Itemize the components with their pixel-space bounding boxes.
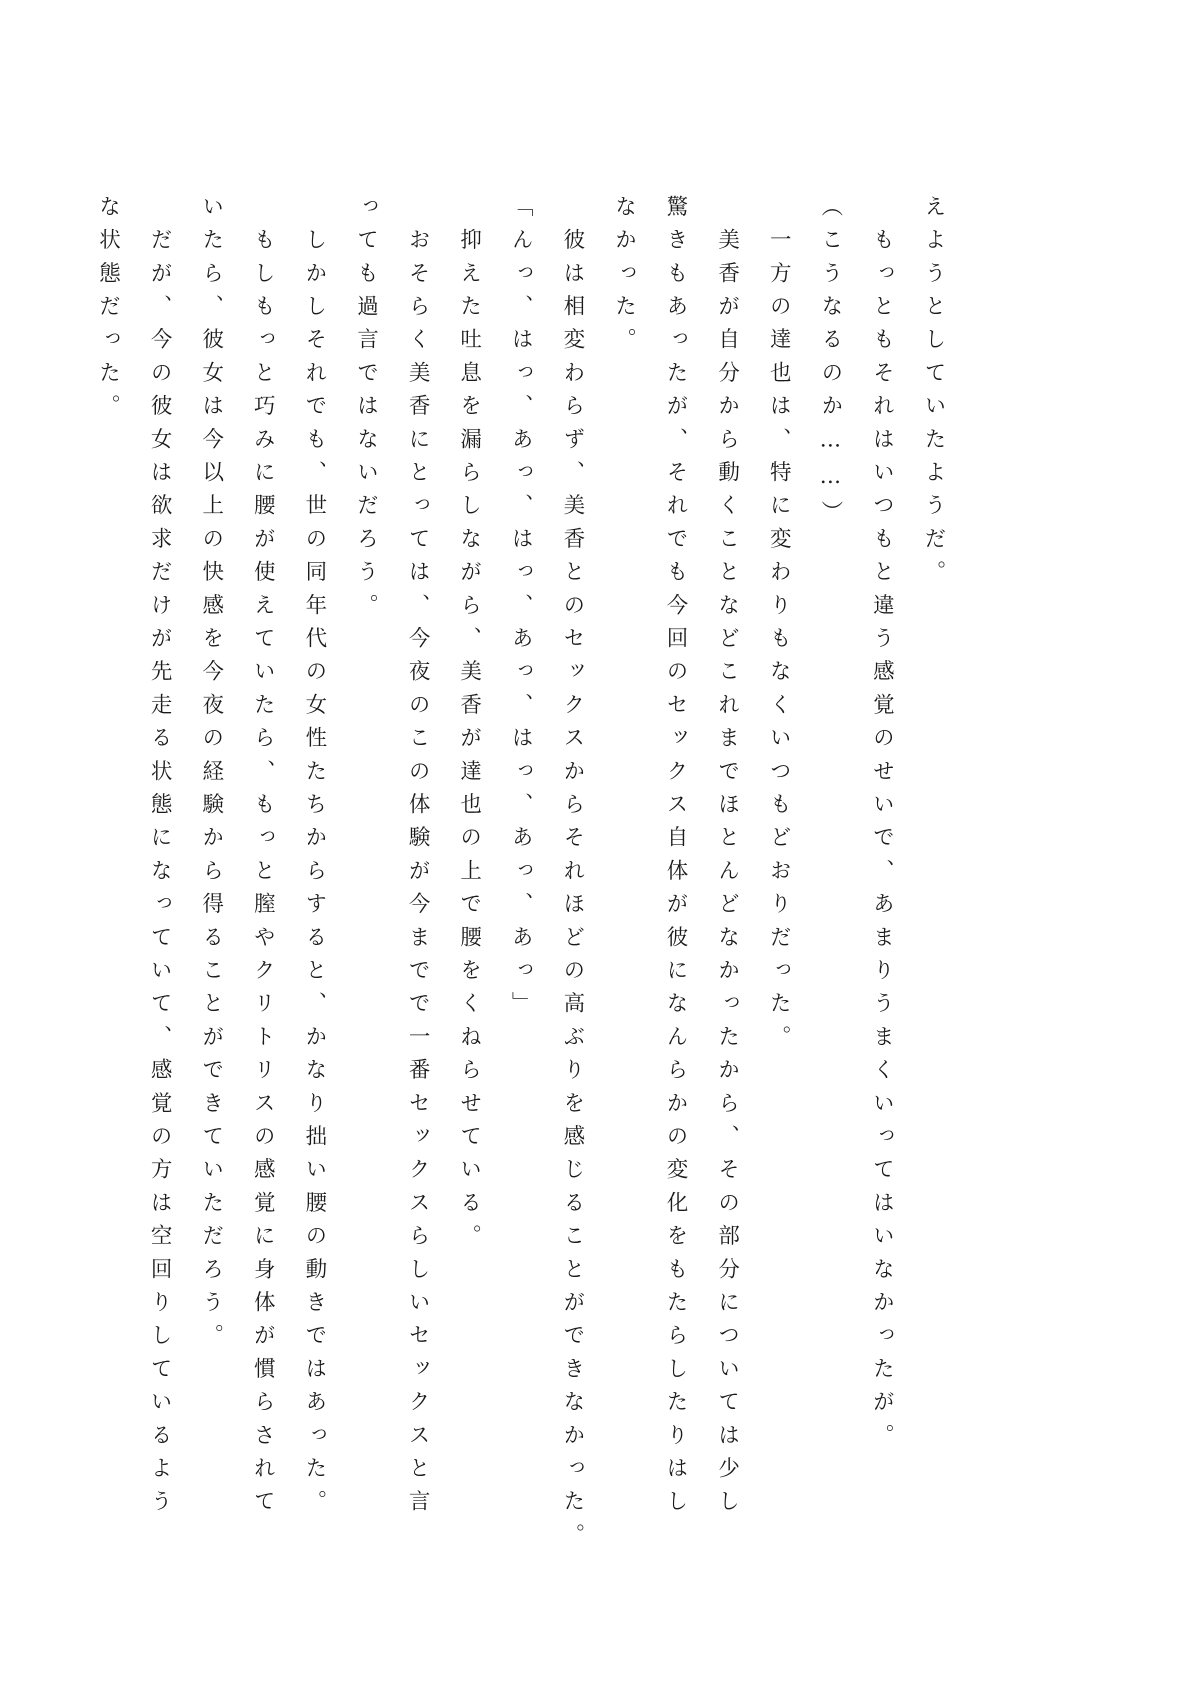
text-line: えようとしていたようだ。 <box>921 195 946 594</box>
text-line: 抑えた吐息を漏らしながら、美香が達也の上で腰をくねらせている。 <box>456 195 482 1258</box>
vertical-text-body <box>82 195 959 1557</box>
text-line: 彼は相変わらず、美香とのセックスからそれほどの高ぶりを感じることができなかった。 <box>559 195 585 1557</box>
text-line: 一方の達也は、特に変わりもなくいつもどおりだった。 <box>766 195 792 1059</box>
text-line: 「んっ、はっ、あっ、はっ、あっ、はっ、あっ、あっ」 <box>508 195 534 1025</box>
text-line: いたら、彼女は今以上の快感を今夜の経験から得ることができていただろう。 <box>198 195 224 1357</box>
text-line: っても過言ではないだろう。 <box>353 195 379 627</box>
text-line: もっともそれはいつもと違う感覚のせいで、あまりうまくいってはいなかったが。 <box>869 195 895 1457</box>
text-line: な状態だった。 <box>95 195 121 428</box>
text-line: なかった。 <box>611 195 637 361</box>
text-line: もしもっと巧みに腰が使えていたら、もっと膣やクリトリスの感覚に身体が慣らされて <box>250 195 276 1523</box>
text-line: 驚きもあったが、それでも今回のセックス自体が彼になんらかの変化をもたらしたりはし <box>663 195 689 1523</box>
text-line: （こうなるのか……） <box>817 195 843 534</box>
text-line: だが、今の彼女は欲求だけが先走る状態になっていて、感覚の方は空回りしているよう <box>147 195 173 1523</box>
text-line: おそらく美香にとっては、今夜のこの体験が今までで一番セックスらしいセックスと言 <box>405 195 431 1523</box>
text-line: しかしそれでも、世の同年代の女性たちからすると、かなり拙い腰の動きではあった。 <box>301 195 327 1523</box>
text-line: 美香が自分から動くことなどこれまでほとんどなかったから、その部分については少し <box>714 195 740 1523</box>
